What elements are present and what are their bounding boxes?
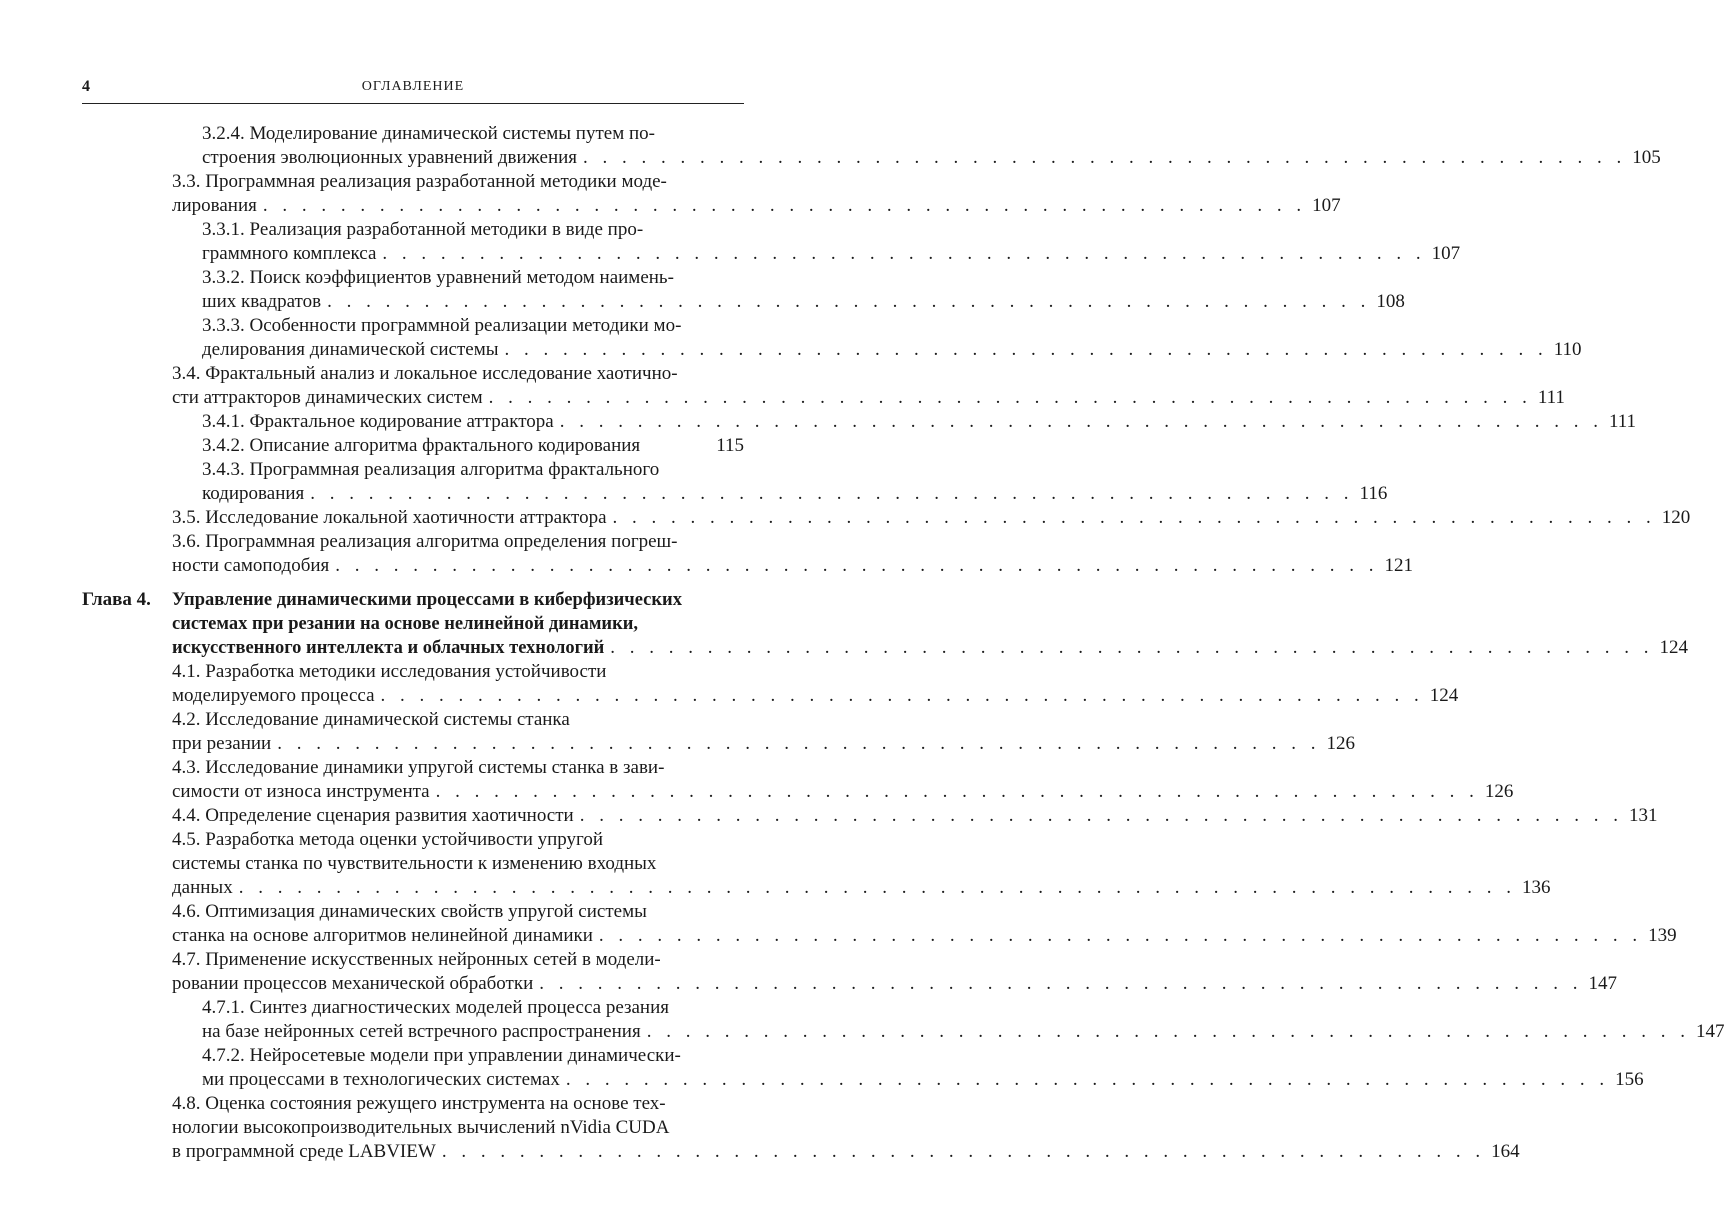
page-ref: 139 [1648, 925, 1677, 946]
toc-line: 4.6. Оптимизация динамических свойств упругой системы [172, 901, 647, 922]
toc-line: 4.8. Оценка состояния режущего инструмента на основе тех- [172, 1093, 666, 1114]
leader-dots: . . . . . . . . . . . . . . . . . . . . . . . . . . . . . . . . . . . . . . . . . . . . . . . . . . . . . . [610, 637, 1654, 658]
page-ref: 120 [1661, 507, 1691, 528]
leader-dots: . . . . . . . . . . . . . . . . . . . . . . . . . . . . . . . . . . . . . . . . . . . . . . . . . . . . . . [335, 555, 1379, 576]
toc-line: 3.3.2. Поиск коэффициентов уравнений методом наимень- [202, 267, 674, 288]
toc-entry-text: станка на основе алгоритмов нелинейной динамики [172, 925, 593, 946]
toc-entry-text: 4.4. Определение сценария развития хаотичности [172, 805, 574, 826]
chapter-title-line [172, 612, 638, 636]
toc-entry-text: ровании процессов механической обработки [172, 973, 534, 994]
toc-line: 3.2.4. Моделирование динамической системы путем по- [202, 123, 655, 144]
page-ref: 121 [1384, 555, 1414, 576]
leader-dots: . . . . . . . . . . . . . . . . . . . . . . . . . . . . . . . . . . . . . . . . . . . . . . . . . . . . . . [310, 483, 1354, 504]
chapter-title-text: системах при резании на основе нелинейной динамики, [172, 614, 639, 634]
toc-entry-4-7-2[interactable] [202, 1068, 1644, 1092]
toc-entry-text: данных [172, 877, 233, 898]
toc-entry-4-3[interactable] [172, 780, 1514, 804]
page-ref: 131 [1628, 805, 1658, 826]
toc-line: 3.3.3. Особенности программной реализации методики мо- [202, 315, 682, 336]
toc-entry-text: сти аттракторов динамических систем [172, 387, 483, 408]
toc-entry-3-3[interactable] [172, 194, 1341, 218]
page-ref: 126 [1326, 733, 1355, 754]
toc-entry-3-2-4[interactable] [202, 146, 1661, 170]
toc-entry-text: кодирования [202, 483, 305, 504]
toc-line: 4.7.1. Синтез диагностических моделей процесса резания [202, 997, 669, 1018]
toc-line: 4.7.2. Нейросетевые модели при управлении динамически- [202, 1045, 681, 1066]
page-ref: 164 [1491, 1141, 1520, 1162]
running-title: ОГЛАВЛЕНИЕ [361, 79, 465, 94]
leader-dots: . . . . . . . . . . . . . . . . . . . . . . . . . . . . . . . . . . . . . . . . . . . . . . . . . . . . . . [380, 685, 1424, 706]
chapter-label: Глава 4. [82, 589, 151, 610]
leader-dots: . . . . . . . . . . . . . . . . . . . . . . . . . . . . . . . . . . . . . . . . . . . . . . . . . . . . . . [382, 243, 1426, 264]
chapter-title-text: искусственного интеллекта и облачных технологий [172, 638, 605, 658]
chapter-title-line [172, 588, 682, 612]
toc-entry-4-6[interactable] [172, 924, 1677, 948]
toc-line: 4.7. Применение искусственных нейронных сетей в модели- [172, 949, 661, 970]
leader-dots: . . . . . . . . . . . . . . . . . . . . . . . . . . . . . . . . . . . . . . . . . . . . . . . . . . . . . . . . . . . . . . . . . . [238, 877, 1516, 898]
toc-entry-text: строения эволюционных уравнений движения [202, 147, 578, 168]
leader-dots: . . . . . . . . . . . . . . . . . . . . . . . . . . . . . . . . . . . . . . . . . . . . . . . . . . . . . . [441, 1141, 1486, 1162]
toc-line: 3.4.3. Программная реализация алгоритма фрактального [202, 459, 660, 480]
toc-entry-text: делирования динамической системы [202, 339, 499, 360]
toc-entry-3-4-1[interactable] [202, 410, 1637, 434]
page-header [82, 78, 744, 100]
toc-entry-3-3-3[interactable] [202, 338, 1582, 362]
leader-dots: . . . . . . . . . . . . . . . . . . . . . . . . . . . . . . . . . . . . . . . . . . . . . . . . . . . . . . [612, 507, 1656, 528]
toc-entry-4-7[interactable] [172, 972, 1618, 996]
page-ref: 105 [1632, 147, 1661, 168]
toc-line: 3.3.1. Реализация разработанной методики в виде про- [202, 219, 644, 240]
page-ref: 126 [1484, 781, 1514, 802]
toc-entry-text: ности самоподобия [172, 555, 330, 576]
toc-line: 3.6. Программная реализация алгоритма определения погреш- [172, 531, 678, 552]
toc-entry-4-5[interactable] [172, 876, 1551, 900]
toc-entry-3-4-2[interactable] [202, 434, 744, 458]
toc-entry-text: при резании [172, 733, 272, 754]
toc-entry-text: ми процессами в технологических системах [202, 1069, 560, 1090]
toc-entry-3-4[interactable] [172, 386, 1565, 410]
toc-entry-text: граммного комплекса [202, 243, 377, 264]
toc-entry-3-3-2[interactable] [202, 290, 1405, 314]
page-ref: 107 [1312, 195, 1341, 216]
leader-dots: . . . . . . . . . . . . . . . . . . . . . . . . . . . . . . . . . . . . . . . . . . . . . . . . . . . . . . [435, 781, 1479, 802]
toc-entry-text: моделируемого процесса [172, 685, 375, 706]
leader-dots: . . . . . . . . . . . . . . . . . . . . . . . . . . . . . . . . . . . . . . . . . . . . . . . . . . . . . . [488, 387, 1532, 408]
toc-entry-4-7-1[interactable] [202, 1020, 1724, 1044]
toc-entry-3-6[interactable] [172, 554, 1414, 578]
toc-entry-3-4-3[interactable] [202, 482, 1388, 506]
toc-entry-text: ших квадратов [202, 291, 322, 312]
toc-entry-text: лирования [172, 195, 257, 216]
toc-line: системы станка по чувствительности к изменению входных [172, 853, 657, 874]
page-ref: 115 [716, 435, 744, 456]
toc-entry-text: в программной среде LABVIEW [172, 1141, 436, 1162]
page-ref: 116 [1359, 483, 1388, 504]
toc-entry-4-4[interactable] [172, 804, 1658, 828]
leader-dots: . . . . . . . . . . . . . . . . . . . . . . . . . . . . . . . . . . . . . . . . . . . . . . . . . . . . . . [559, 411, 1603, 432]
toc-entry-text: 3.4.1. Фрактальное кодирование аттрактора [202, 411, 554, 432]
page-number: 4 [82, 78, 90, 95]
toc-entry-text: 3.5. Исследование локальной хаотичности аттрактора [172, 507, 607, 528]
toc-entry-chapter-4[interactable] [172, 636, 1689, 660]
leader-dots: . . . . . . . . . . . . . . . . . . . . . . . . . . . . . . . . . . . . . . . . . . . . . . . . . . . . . . [579, 805, 1623, 826]
toc-entry-4-1[interactable] [172, 684, 1459, 708]
toc-line: нологии высокопроизводительных вычислений nVidia CUDA [172, 1117, 670, 1138]
leader-dots: . . . . . . . . . . . . . . . . . . . . . . . . . . . . . . . . . . . . . . . . . . . . . . . . . . . . . . [565, 1069, 1610, 1090]
page-ref: 111 [1537, 387, 1565, 408]
leader-dots: . . . . . . . . . . . . . . . . . . . . . . . . . . . . . . . . . . . . . . . . . . . . . . . . . . . . . . [277, 733, 1321, 754]
leader-dots: . . . . . . . . . . . . . . . . . . . . . . . . . . . . . . . . . . . . . . . . . . . . . . . . . . . . . . [539, 973, 1583, 994]
page-ref: 147 [1695, 1021, 1724, 1042]
page-ref: 156 [1615, 1069, 1644, 1090]
toc-entry-text: симости от износа инструмента [172, 781, 430, 802]
toc-line: 3.4. Фрактальный анализ и локальное исследование хаотично- [172, 363, 678, 384]
page-ref: 108 [1376, 291, 1405, 312]
toc-line: 4.2. Исследование динамической системы станка [172, 709, 570, 730]
leader-dots: . . . . . . . . . . . . . . . . . . . . . . . . . . . . . . . . . . . . . . . . . . . . . . . . . . . . . . [262, 195, 1307, 216]
toc-entry-text: 3.4.2. Описание алгоритма фрактального кодирования [202, 435, 641, 456]
toc-line: 4.1. Разработка методики исследования устойчивости [172, 661, 607, 682]
leader-dots: . . . . . . . . . . . . . . . . . . . . . . . . . . . . . . . . . . . . . . . . . . . . . . . . . . . . . . [504, 339, 1548, 360]
page-ref: 107 [1431, 243, 1461, 264]
leader-dots: . . . . . . . . . . . . . . . . . . . . . . . . . . . . . . . . . . . . . . . . . . . . . . . . . . . . . . [583, 147, 1627, 168]
toc-entry-4-2[interactable] [172, 732, 1355, 756]
toc-line: 4.3. Исследование динамики упругой системы станка в зави- [172, 757, 665, 778]
page-ref: 110 [1553, 339, 1582, 360]
leader-dots: . . . . . . . . . . . . . . . . . . . . . . . . . . . . . . . . . . . . . . . . . . . . . . . . . . . . . . [646, 1021, 1690, 1042]
page-ref: 111 [1608, 411, 1637, 432]
toc-entry-3-3-1[interactable] [202, 242, 1461, 266]
toc-line: 4.5. Разработка метода оценки устойчивости упругой [172, 829, 604, 850]
chapter-title-text: Управление динамическими процессами в киберфизических [172, 590, 682, 610]
page-ref: 147 [1588, 973, 1618, 994]
page-ref: 136 [1521, 877, 1551, 898]
leader-dots: . . . . . . . . . . . . . . . . . . . . . . . . . . . . . . . . . . . . . . . . . . . . . . . . . . . . . . [327, 291, 1371, 312]
header-rule [82, 103, 744, 104]
leader-dots: . . . . . . . . . . . . . . . . . . . . . . . . . . . . . . . . . . . . . . . . . . . . . . . . . . . . . . [598, 925, 1643, 946]
toc-line: 3.3. Программная реализация разработанной методики моде- [172, 171, 667, 192]
page-ref: 124 [1429, 685, 1459, 706]
toc-entry-text: на базе нейронных сетей встречного распространения [202, 1021, 641, 1042]
toc-entry-3-5[interactable] [172, 506, 1691, 530]
toc-entry-4-8[interactable] [172, 1140, 1520, 1164]
page-ref: 124 [1659, 637, 1689, 658]
